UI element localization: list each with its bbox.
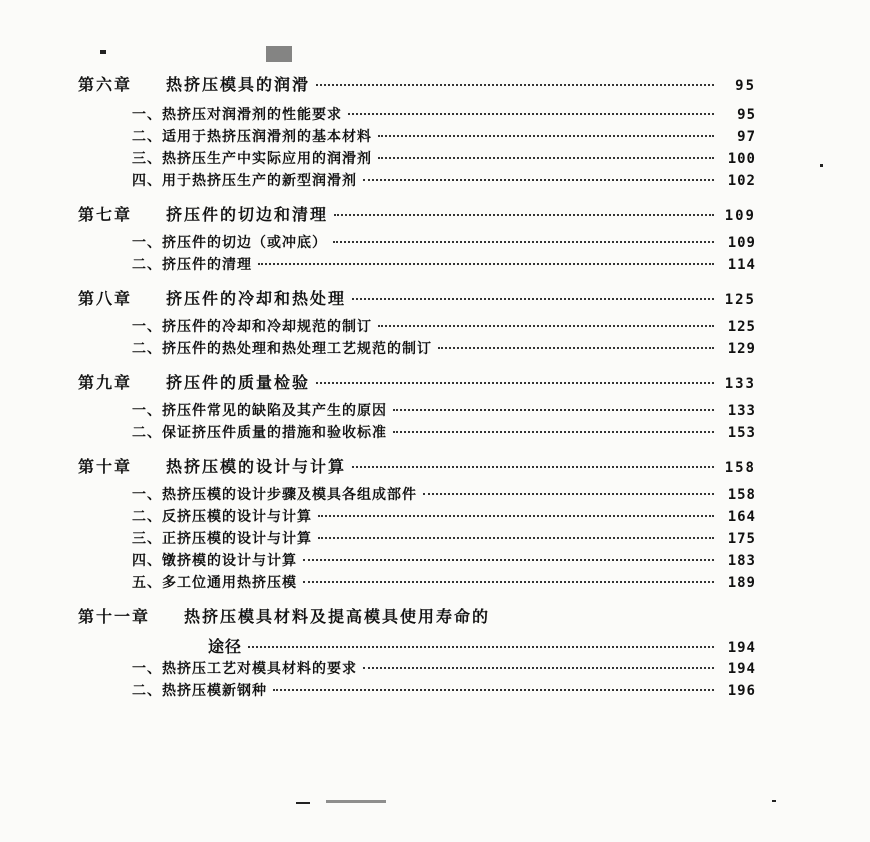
entry-number: 二、 — [132, 509, 162, 525]
entry-page: 95 — [735, 78, 756, 94]
entry-number: 四、 — [132, 173, 162, 189]
toc-entry[interactable] — [78, 604, 678, 628]
toc-entry[interactable] — [132, 338, 756, 362]
entry-number: 三、 — [132, 531, 162, 547]
dot-leader — [303, 581, 714, 583]
dot-leader — [318, 537, 714, 539]
entry-title: 反挤压模的设计与计算 — [162, 509, 312, 525]
toc-entry[interactable] — [132, 528, 756, 552]
entry-page: 97 — [737, 129, 756, 145]
scan-noise — [100, 50, 106, 54]
dot-leader — [318, 515, 714, 517]
dot-leader — [438, 347, 714, 349]
entry-number: 第十一章 — [78, 607, 151, 626]
toc-entry[interactable] — [132, 232, 756, 256]
entry-page: 95 — [737, 107, 756, 123]
entry-page: 158 — [724, 460, 756, 476]
entry-title: 热挤压模具的润滑 — [166, 75, 311, 94]
toc-entry[interactable] — [132, 148, 756, 172]
dot-leader — [273, 689, 714, 691]
toc-entry[interactable] — [78, 286, 756, 310]
toc-entry[interactable] — [78, 72, 756, 96]
entry-number: 五、 — [132, 575, 162, 591]
toc-entry[interactable] — [132, 170, 756, 194]
entry-page: 196 — [727, 683, 756, 699]
entry-title: 热挤压模具材料及提高模具使用寿命的 — [184, 607, 491, 626]
entry-title: 热挤压模的设计与计算 — [166, 457, 347, 476]
entry-title: 适用于热挤压润滑剂的基本材料 — [162, 129, 372, 145]
entry-page: 125 — [727, 319, 756, 335]
toc-entry-continued[interactable] — [208, 634, 756, 658]
toc-entry[interactable] — [132, 400, 756, 424]
dot-leader — [393, 431, 714, 433]
entry-number: 第六章 — [78, 75, 133, 94]
toc-entry[interactable] — [132, 658, 756, 682]
entry-number: 第八章 — [78, 289, 133, 308]
dot-leader — [348, 113, 714, 115]
dot-leader — [258, 263, 714, 265]
entry-title: 保证挤压件质量的措施和验收标准 — [162, 425, 387, 441]
entry-title: 挤压件的冷却和热处理 — [166, 289, 347, 308]
entry-page: 133 — [727, 403, 756, 419]
toc-entry[interactable] — [132, 422, 756, 446]
toc-entry[interactable] — [78, 370, 756, 394]
entry-title: 挤压件的热处理和热处理工艺规范的制订 — [162, 341, 432, 357]
entry-page: 189 — [727, 575, 756, 591]
entry-title: 镦挤模的设计与计算 — [162, 553, 297, 569]
entry-page: 109 — [727, 235, 756, 251]
toc-entry[interactable] — [132, 126, 756, 150]
scan-noise — [820, 164, 823, 167]
dot-leader — [334, 214, 714, 216]
entry-title: 正挤压模的设计与计算 — [162, 531, 312, 547]
entry-title: 挤压件的切边（或冲底） — [162, 235, 327, 251]
dot-leader — [423, 493, 714, 495]
entry-number: 一、 — [132, 235, 162, 251]
entry-title: 途径 — [208, 637, 243, 656]
scan-noise — [266, 46, 292, 62]
dot-leader — [378, 325, 714, 327]
dot-leader — [316, 84, 714, 86]
entry-title: 多工位通用热挤压模 — [162, 575, 297, 591]
scan-noise — [326, 800, 386, 803]
entry-number: 二、 — [132, 683, 162, 699]
entry-number: 一、 — [132, 319, 162, 335]
toc-entry[interactable] — [132, 104, 756, 128]
entry-page: 164 — [727, 509, 756, 525]
entry-page: 183 — [727, 553, 756, 569]
entry-number: 第七章 — [78, 205, 133, 224]
entry-number: 第九章 — [78, 373, 133, 392]
entry-number: 一、 — [132, 107, 162, 123]
entry-title: 挤压件的清理 — [162, 257, 252, 273]
dot-leader — [363, 179, 714, 181]
dot-leader — [316, 382, 714, 384]
toc-entry[interactable] — [132, 506, 756, 530]
dot-leader — [393, 409, 714, 411]
entry-page: 100 — [727, 151, 756, 167]
scan-noise — [296, 802, 310, 804]
toc-entry[interactable] — [132, 484, 756, 508]
entry-number: 二、 — [132, 341, 162, 357]
dot-leader — [248, 646, 714, 648]
entry-page: 153 — [727, 425, 756, 441]
entry-number: 二、 — [132, 425, 162, 441]
entry-title: 挤压件的冷却和冷却规范的制订 — [162, 319, 372, 335]
entry-page: 114 — [727, 257, 756, 273]
entry-number: 一、 — [132, 661, 162, 677]
entry-page: 133 — [724, 376, 756, 392]
entry-number: 一、 — [132, 403, 162, 419]
entry-title: 挤压件的切边和清理 — [166, 205, 329, 224]
entry-page: 129 — [727, 341, 756, 357]
entry-title: 热挤压工艺对模具材料的要求 — [162, 661, 357, 677]
entry-page: 102 — [727, 173, 756, 189]
entry-page: 158 — [727, 487, 756, 503]
toc-entry[interactable] — [132, 254, 756, 278]
entry-page: 125 — [724, 292, 756, 308]
entry-number: 第十章 — [78, 457, 133, 476]
entry-title: 热挤压模新钢种 — [162, 683, 267, 699]
dot-leader — [363, 667, 714, 669]
toc-entry[interactable] — [132, 680, 756, 704]
entry-number: 三、 — [132, 151, 162, 167]
entry-title: 热挤压生产中实际应用的润滑剂 — [162, 151, 372, 167]
toc-entry[interactable] — [132, 550, 756, 574]
entry-number: 一、 — [132, 487, 162, 503]
dot-leader — [303, 559, 714, 561]
dot-leader — [352, 466, 714, 468]
entry-title: 热挤压模的设计步骤及模具各组成部件 — [162, 487, 417, 503]
entry-title: 挤压件的质量检验 — [166, 373, 311, 392]
entry-title: 用于热挤压生产的新型润滑剂 — [162, 173, 357, 189]
scan-noise — [772, 800, 776, 802]
entry-number: 二、 — [132, 129, 162, 145]
dot-leader — [378, 135, 714, 137]
toc-entry[interactable] — [78, 202, 756, 226]
entry-page: 194 — [727, 640, 756, 656]
entry-page: 109 — [724, 208, 756, 224]
entry-number: 四、 — [132, 553, 162, 569]
entry-page: 194 — [727, 661, 756, 677]
toc-entry[interactable] — [132, 316, 756, 340]
dot-leader — [352, 298, 714, 300]
dot-leader — [333, 241, 714, 243]
dot-leader — [378, 157, 714, 159]
toc-entry[interactable] — [132, 572, 756, 596]
entry-title: 挤压件常见的缺陷及其产生的原因 — [162, 403, 387, 419]
entry-title: 热挤压对润滑剂的性能要求 — [162, 107, 342, 123]
toc-entry[interactable] — [78, 454, 756, 478]
entry-page: 175 — [727, 531, 756, 547]
entry-number: 二、 — [132, 257, 162, 273]
